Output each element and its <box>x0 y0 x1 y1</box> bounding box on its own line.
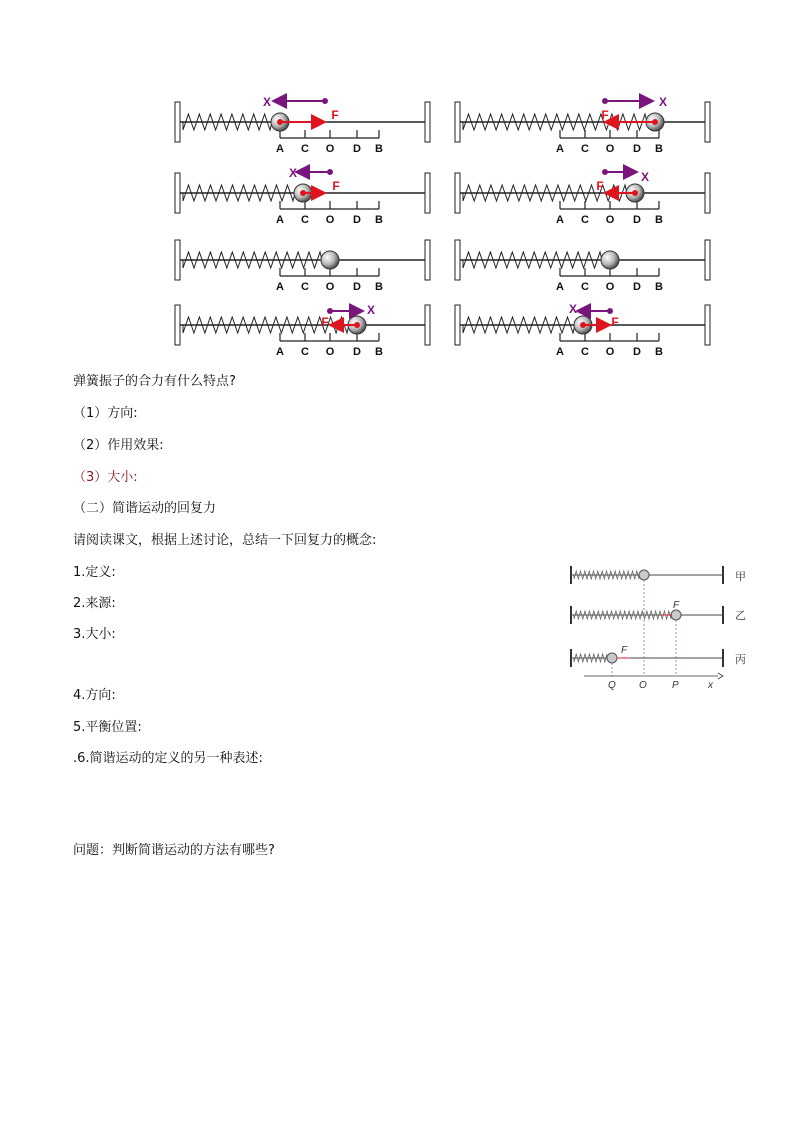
tick-label-c: C <box>581 281 589 293</box>
question-magnitude: （3）大小: <box>73 470 138 485</box>
wall-left <box>175 305 180 345</box>
tick-label-d: D <box>353 281 361 293</box>
displacement-label: X <box>366 303 376 317</box>
wall-right <box>425 305 430 345</box>
force-origin-dot <box>354 322 360 328</box>
tick-label-c: C <box>301 214 309 226</box>
tick-label-c: C <box>581 214 589 226</box>
axis-label-p: P <box>672 680 679 691</box>
tick-label-b: B <box>375 214 383 226</box>
tick-label-a: A <box>556 214 564 226</box>
section-heading: （二）简谐运动的回复力 <box>73 501 217 516</box>
force-origin-dot <box>632 190 638 196</box>
force-origin-dot <box>300 190 306 196</box>
item-source: 2.来源: <box>73 596 116 611</box>
tick-label-c: C <box>301 346 309 358</box>
oscillator-ball <box>321 251 339 269</box>
force-label: F <box>611 315 619 329</box>
row-label-yi: 乙 <box>735 610 746 622</box>
force-label-yi: F <box>673 600 680 611</box>
tick-label-d: D <box>353 346 361 358</box>
tick-label-o: O <box>605 281 615 293</box>
question-effect: （2）作用效果: <box>73 438 164 453</box>
displacement-origin-dot <box>602 169 608 175</box>
tick-label-a: A <box>276 346 284 358</box>
wall-left <box>175 240 180 280</box>
item-magnitude: 3.大小: <box>73 627 116 642</box>
tick-label-b: B <box>655 214 663 226</box>
displacement-label: X <box>658 95 668 109</box>
tick-label-b: B <box>655 346 663 358</box>
tick-label-c: C <box>301 143 309 155</box>
tick-label-c: C <box>581 346 589 358</box>
force-label: F <box>331 108 339 122</box>
wall-right <box>425 240 430 280</box>
force-origin-dot <box>277 119 283 125</box>
wall-right <box>705 173 710 213</box>
tick-label-d: D <box>633 143 641 155</box>
question-main: 弹簧振子的合力有什么特点? <box>73 374 236 389</box>
force-label: F <box>596 179 604 193</box>
displacement-origin-dot <box>602 98 608 104</box>
displacement-label: X <box>288 166 298 180</box>
force-origin-dot <box>652 119 658 125</box>
tick-label-d: D <box>633 346 641 358</box>
wall-right <box>425 102 430 142</box>
x-axis-arrowhead <box>718 673 723 679</box>
wall-left <box>455 173 460 213</box>
side-ball <box>639 570 649 580</box>
tick-label-b: B <box>375 143 383 155</box>
tick-label-a: A <box>556 346 564 358</box>
item-equilibrium: 5.平衡位置: <box>73 720 142 735</box>
row-label-jia: 甲 <box>735 571 746 583</box>
side-spring-figure <box>560 558 760 698</box>
tick-label-o: O <box>325 281 335 293</box>
tick-label-a: A <box>276 214 284 226</box>
tick-label-o: O <box>605 214 615 226</box>
question-direction: （1）方向: <box>73 406 138 421</box>
tick-label-b: B <box>375 281 383 293</box>
axis-label-o: O <box>639 680 647 691</box>
force-label-bing: F <box>621 645 628 656</box>
tick-label-a: A <box>276 281 284 293</box>
tick-label-b: B <box>655 143 663 155</box>
axis-label-x: x <box>708 680 713 691</box>
tick-label-b: B <box>655 281 663 293</box>
spring-oscillator-figure <box>170 90 715 365</box>
displacement-label: X <box>262 95 272 109</box>
wall-right <box>425 173 430 213</box>
tick-label-c: C <box>301 281 309 293</box>
wall-right <box>705 240 710 280</box>
tick-label-a: A <box>556 281 564 293</box>
tick-label-d: D <box>633 214 641 226</box>
tick-label-b: B <box>375 346 383 358</box>
wall-left <box>455 240 460 280</box>
question-final: 问题：判断简谐运动的方法有哪些? <box>73 843 275 858</box>
displacement-origin-dot <box>322 98 328 104</box>
force-label: F <box>332 179 340 193</box>
tick-label-o: O <box>605 143 615 155</box>
displacement-origin-dot <box>327 169 333 175</box>
oscillator-ball <box>601 251 619 269</box>
tick-label-d: D <box>353 143 361 155</box>
side-ball <box>671 610 681 620</box>
wall-right <box>705 305 710 345</box>
tick-label-d: D <box>353 214 361 226</box>
tick-label-c: C <box>581 143 589 155</box>
tick-label-o: O <box>325 143 335 155</box>
wall-left <box>175 102 180 142</box>
wall-left <box>455 305 460 345</box>
tick-label-o: O <box>605 346 615 358</box>
row-label-bing: 丙 <box>735 654 746 666</box>
wall-left <box>455 102 460 142</box>
instruction-text: 请阅读课文，根据上述讨论，总结一下回复力的概念: <box>73 533 377 548</box>
displacement-label: X <box>640 170 650 184</box>
tick-label-d: D <box>633 281 641 293</box>
displacement-origin-dot <box>607 308 613 314</box>
displacement-origin-dot <box>327 308 333 314</box>
tick-label-o: O <box>325 214 335 226</box>
item-alt-definition: .6.简谐运动的定义的另一种表述: <box>73 751 263 766</box>
item-definition: 1.定义: <box>73 565 116 580</box>
force-label: F <box>321 315 329 329</box>
tick-label-a: A <box>276 143 284 155</box>
side-ball <box>607 653 617 663</box>
wall-left <box>175 173 180 213</box>
tick-label-a: A <box>556 143 564 155</box>
displacement-label: X <box>568 302 578 316</box>
tick-label-o: O <box>325 346 335 358</box>
wall-right <box>705 102 710 142</box>
axis-label-q: Q <box>608 680 616 691</box>
item-direction: 4.方向: <box>73 688 116 703</box>
force-label: F <box>601 108 609 122</box>
force-origin-dot <box>580 322 586 328</box>
